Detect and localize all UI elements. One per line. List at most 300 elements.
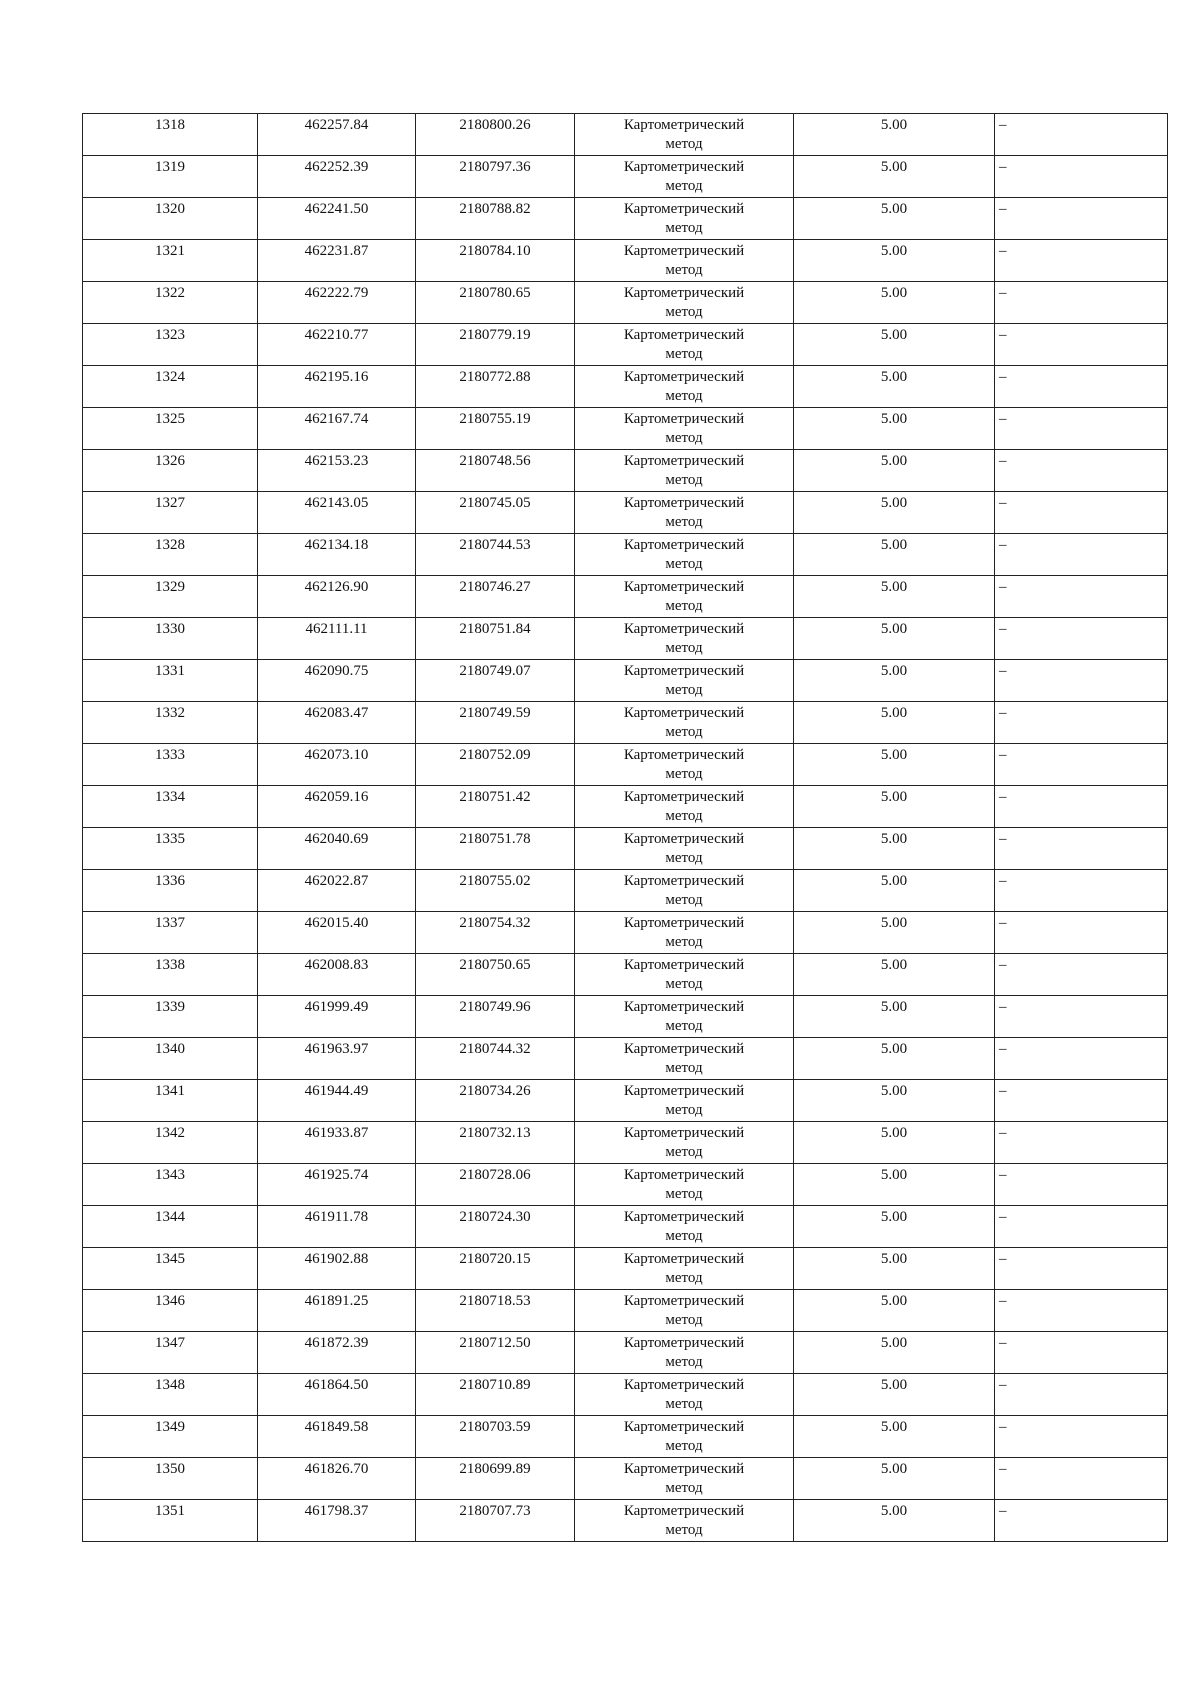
method-line-1: Картометрический <box>623 1251 745 1267</box>
method-line-2: метод <box>665 892 703 908</box>
accuracy-cell: 5.00 <box>794 576 995 618</box>
method-cell <box>575 240 794 282</box>
coordinate-y-cell: 2180710.89 <box>416 1374 575 1416</box>
method-line-2: метод <box>665 1522 703 1538</box>
table-row <box>83 156 1168 198</box>
point-number-cell: 1318 <box>83 114 258 156</box>
method-cell <box>575 870 794 912</box>
method-line-1: Картометрический <box>623 705 745 721</box>
coordinate-y-cell: 2180755.19 <box>416 408 575 450</box>
accuracy-cell: 5.00 <box>794 198 995 240</box>
point-number-cell: 1331 <box>83 660 258 702</box>
method-line-2: метод <box>665 1102 703 1118</box>
coordinates-table-body <box>83 114 1168 1542</box>
point-number-cell: 1340 <box>83 1038 258 1080</box>
method-cell <box>575 828 794 870</box>
coordinate-x-cell: 462083.47 <box>258 702 416 744</box>
point-number-cell: 1343 <box>83 1164 258 1206</box>
coordinate-x-cell: 462231.87 <box>258 240 416 282</box>
table-row <box>83 534 1168 576</box>
method-line-2: метод <box>665 1018 703 1034</box>
coordinate-x-cell: 462195.16 <box>258 366 416 408</box>
method-line-1: Картометрический <box>623 537 745 553</box>
accuracy-cell: 5.00 <box>794 1080 995 1122</box>
coordinate-x-cell: 461963.97 <box>258 1038 416 1080</box>
coordinate-x-cell: 462134.18 <box>258 534 416 576</box>
table-row <box>83 1374 1168 1416</box>
method-line-1: Картометрический <box>623 1377 745 1393</box>
table-row <box>83 1290 1168 1332</box>
description-cell: – <box>995 1248 1168 1290</box>
point-number-cell: 1336 <box>83 870 258 912</box>
method-cell <box>575 408 794 450</box>
coordinate-x-cell: 462111.11 <box>258 618 416 660</box>
accuracy-cell: 5.00 <box>794 744 995 786</box>
accuracy-cell: 5.00 <box>794 534 995 576</box>
coordinate-x-cell: 461911.78 <box>258 1206 416 1248</box>
method-cell <box>575 1332 794 1374</box>
table-row <box>83 954 1168 996</box>
description-cell: – <box>995 1206 1168 1248</box>
description-cell: – <box>995 114 1168 156</box>
description-cell: – <box>995 534 1168 576</box>
method-cell <box>575 1290 794 1332</box>
method-line-1: Картометрический <box>623 1167 745 1183</box>
accuracy-cell: 5.00 <box>794 240 995 282</box>
description-cell: – <box>995 198 1168 240</box>
description-cell: – <box>995 492 1168 534</box>
coordinate-y-cell: 2180749.96 <box>416 996 575 1038</box>
point-number-cell: 1346 <box>83 1290 258 1332</box>
description-cell: – <box>995 1458 1168 1500</box>
coordinate-y-cell: 2180744.32 <box>416 1038 575 1080</box>
method-line-1: Картометрический <box>623 369 745 385</box>
method-line-1: Картометрический <box>623 285 745 301</box>
point-number-cell: 1334 <box>83 786 258 828</box>
coordinate-x-cell: 462126.90 <box>258 576 416 618</box>
accuracy-cell: 5.00 <box>794 660 995 702</box>
method-cell <box>575 744 794 786</box>
accuracy-cell: 5.00 <box>794 912 995 954</box>
table-row <box>83 492 1168 534</box>
accuracy-cell: 5.00 <box>794 702 995 744</box>
coordinates-table <box>82 113 1168 1542</box>
coordinate-x-cell: 462015.40 <box>258 912 416 954</box>
method-cell <box>575 786 794 828</box>
table-row <box>83 450 1168 492</box>
method-line-1: Картометрический <box>623 915 745 931</box>
description-cell: – <box>995 660 1168 702</box>
method-line-2: метод <box>665 598 703 614</box>
point-number-cell: 1321 <box>83 240 258 282</box>
coordinate-x-cell: 462252.39 <box>258 156 416 198</box>
table-row <box>83 786 1168 828</box>
method-line-2: метод <box>665 178 703 194</box>
method-cell <box>575 1038 794 1080</box>
method-line-2: метод <box>665 934 703 950</box>
coordinate-y-cell: 2180772.88 <box>416 366 575 408</box>
point-number-cell: 1344 <box>83 1206 258 1248</box>
coordinate-x-cell: 461798.37 <box>258 1500 416 1542</box>
method-line-2: метод <box>665 1312 703 1328</box>
table-row <box>83 996 1168 1038</box>
accuracy-cell: 5.00 <box>794 1164 995 1206</box>
method-cell <box>575 198 794 240</box>
method-line-2: метод <box>665 262 703 278</box>
table-row <box>83 114 1168 156</box>
point-number-cell: 1330 <box>83 618 258 660</box>
coordinate-x-cell: 462022.87 <box>258 870 416 912</box>
method-cell <box>575 450 794 492</box>
accuracy-cell: 5.00 <box>794 1122 995 1164</box>
description-cell: – <box>995 576 1168 618</box>
accuracy-cell: 5.00 <box>794 366 995 408</box>
accuracy-cell: 5.00 <box>794 408 995 450</box>
method-line-2: метод <box>665 724 703 740</box>
method-line-2: метод <box>665 1396 703 1412</box>
description-cell: – <box>995 324 1168 366</box>
method-line-2: метод <box>665 136 703 152</box>
coordinate-x-cell: 461826.70 <box>258 1458 416 1500</box>
method-line-1: Картометрический <box>623 1419 745 1435</box>
coordinate-x-cell: 461864.50 <box>258 1374 416 1416</box>
coordinate-x-cell: 462210.77 <box>258 324 416 366</box>
method-line-2: метод <box>665 514 703 530</box>
table-row <box>83 1164 1168 1206</box>
coordinate-y-cell: 2180734.26 <box>416 1080 575 1122</box>
coordinate-y-cell: 2180779.19 <box>416 324 575 366</box>
description-cell: – <box>995 828 1168 870</box>
table-row <box>83 744 1168 786</box>
coordinate-y-cell: 2180750.65 <box>416 954 575 996</box>
method-line-1: Картометрический <box>623 1041 745 1057</box>
accuracy-cell: 5.00 <box>794 1248 995 1290</box>
method-line-2: метод <box>665 1354 703 1370</box>
method-cell <box>575 996 794 1038</box>
method-cell <box>575 576 794 618</box>
method-line-1: Картометрический <box>623 243 745 259</box>
table-row <box>83 1248 1168 1290</box>
method-line-1: Картометрический <box>623 495 745 511</box>
method-line-1: Картометрический <box>623 789 745 805</box>
point-number-cell: 1332 <box>83 702 258 744</box>
description-cell: – <box>995 744 1168 786</box>
method-line-1: Картометрический <box>623 1335 745 1351</box>
table-row <box>83 1332 1168 1374</box>
method-line-1: Картометрический <box>623 831 745 847</box>
method-line-2: метод <box>665 976 703 992</box>
description-cell: – <box>995 282 1168 324</box>
point-number-cell: 1335 <box>83 828 258 870</box>
point-number-cell: 1347 <box>83 1332 258 1374</box>
method-line-1: Картометрический <box>623 1461 745 1477</box>
method-line-2: метод <box>665 304 703 320</box>
description-cell: – <box>995 1500 1168 1542</box>
point-number-cell: 1349 <box>83 1416 258 1458</box>
coordinate-y-cell: 2180800.26 <box>416 114 575 156</box>
coordinate-y-cell: 2180780.65 <box>416 282 575 324</box>
coordinate-x-cell: 462167.74 <box>258 408 416 450</box>
accuracy-cell: 5.00 <box>794 1332 995 1374</box>
point-number-cell: 1345 <box>83 1248 258 1290</box>
coordinate-y-cell: 2180746.27 <box>416 576 575 618</box>
method-line-2: метод <box>665 766 703 782</box>
description-cell: – <box>995 786 1168 828</box>
method-line-1: Картометрический <box>623 747 745 763</box>
point-number-cell: 1337 <box>83 912 258 954</box>
method-cell <box>575 324 794 366</box>
method-line-1: Картометрический <box>623 579 745 595</box>
coordinate-y-cell: 2180745.05 <box>416 492 575 534</box>
point-number-cell: 1350 <box>83 1458 258 1500</box>
table-row <box>83 912 1168 954</box>
method-line-1: Картометрический <box>623 159 745 175</box>
coordinate-y-cell: 2180720.15 <box>416 1248 575 1290</box>
accuracy-cell: 5.00 <box>794 1038 995 1080</box>
description-cell: – <box>995 156 1168 198</box>
table-row <box>83 1206 1168 1248</box>
coordinate-x-cell: 461944.49 <box>258 1080 416 1122</box>
method-line-1: Картометрический <box>623 999 745 1015</box>
accuracy-cell: 5.00 <box>794 114 995 156</box>
coordinate-x-cell: 461891.25 <box>258 1290 416 1332</box>
method-cell <box>575 1458 794 1500</box>
coordinate-y-cell: 2180749.59 <box>416 702 575 744</box>
method-cell <box>575 618 794 660</box>
method-cell <box>575 282 794 324</box>
method-line-2: метод <box>665 472 703 488</box>
description-cell: – <box>995 1374 1168 1416</box>
accuracy-cell: 5.00 <box>794 954 995 996</box>
table-row <box>83 366 1168 408</box>
description-cell: – <box>995 1038 1168 1080</box>
coordinate-x-cell: 461925.74 <box>258 1164 416 1206</box>
method-line-2: метод <box>665 346 703 362</box>
method-cell <box>575 660 794 702</box>
method-cell <box>575 114 794 156</box>
method-line-1: Картометрический <box>623 873 745 889</box>
description-cell: – <box>995 240 1168 282</box>
description-cell: – <box>995 870 1168 912</box>
point-number-cell: 1342 <box>83 1122 258 1164</box>
description-cell: – <box>995 450 1168 492</box>
coordinate-y-cell: 2180752.09 <box>416 744 575 786</box>
coordinate-y-cell: 2180699.89 <box>416 1458 575 1500</box>
point-number-cell: 1328 <box>83 534 258 576</box>
accuracy-cell: 5.00 <box>794 1416 995 1458</box>
method-cell <box>575 492 794 534</box>
coordinate-x-cell: 462222.79 <box>258 282 416 324</box>
accuracy-cell: 5.00 <box>794 786 995 828</box>
coordinate-x-cell: 462241.50 <box>258 198 416 240</box>
coordinate-y-cell: 2180754.32 <box>416 912 575 954</box>
point-number-cell: 1324 <box>83 366 258 408</box>
coordinate-x-cell: 462257.84 <box>258 114 416 156</box>
point-number-cell: 1322 <box>83 282 258 324</box>
coordinate-x-cell: 462059.16 <box>258 786 416 828</box>
point-number-cell: 1319 <box>83 156 258 198</box>
coordinate-x-cell: 461999.49 <box>258 996 416 1038</box>
coordinate-x-cell: 462073.10 <box>258 744 416 786</box>
description-cell: – <box>995 996 1168 1038</box>
method-line-1: Картометрический <box>623 117 745 133</box>
coordinate-y-cell: 2180724.30 <box>416 1206 575 1248</box>
coordinate-x-cell: 462143.05 <box>258 492 416 534</box>
method-line-1: Картометрический <box>623 201 745 217</box>
method-line-2: метод <box>665 682 703 698</box>
method-cell <box>575 1122 794 1164</box>
description-cell: – <box>995 1122 1168 1164</box>
table-row <box>83 870 1168 912</box>
table-row <box>83 576 1168 618</box>
method-line-2: метод <box>665 850 703 866</box>
accuracy-cell: 5.00 <box>794 282 995 324</box>
method-line-1: Картометрический <box>623 621 745 637</box>
method-line-2: метод <box>665 1270 703 1286</box>
description-cell: – <box>995 1416 1168 1458</box>
method-line-2: метод <box>665 388 703 404</box>
coordinate-x-cell: 461933.87 <box>258 1122 416 1164</box>
accuracy-cell: 5.00 <box>794 156 995 198</box>
coordinate-x-cell: 461872.39 <box>258 1332 416 1374</box>
point-number-cell: 1329 <box>83 576 258 618</box>
description-cell: – <box>995 618 1168 660</box>
method-line-1: Картометрический <box>623 453 745 469</box>
coordinate-y-cell: 2180784.10 <box>416 240 575 282</box>
point-number-cell: 1320 <box>83 198 258 240</box>
accuracy-cell: 5.00 <box>794 1500 995 1542</box>
point-number-cell: 1323 <box>83 324 258 366</box>
table-row <box>83 828 1168 870</box>
description-cell: – <box>995 1290 1168 1332</box>
coordinate-x-cell: 462153.23 <box>258 450 416 492</box>
coordinate-y-cell: 2180712.50 <box>416 1332 575 1374</box>
coordinate-x-cell: 462090.75 <box>258 660 416 702</box>
description-cell: – <box>995 1332 1168 1374</box>
coordinate-y-cell: 2180744.53 <box>416 534 575 576</box>
method-line-1: Картометрический <box>623 1125 745 1141</box>
accuracy-cell: 5.00 <box>794 1374 995 1416</box>
description-cell: – <box>995 702 1168 744</box>
coordinate-y-cell: 2180751.42 <box>416 786 575 828</box>
table-row <box>83 324 1168 366</box>
coordinate-x-cell: 462040.69 <box>258 828 416 870</box>
table-row <box>83 702 1168 744</box>
method-cell <box>575 702 794 744</box>
coordinate-y-cell: 2180703.59 <box>416 1416 575 1458</box>
description-cell: – <box>995 954 1168 996</box>
table-row <box>83 408 1168 450</box>
accuracy-cell: 5.00 <box>794 492 995 534</box>
table-row <box>83 660 1168 702</box>
method-line-1: Картометрический <box>623 1083 745 1099</box>
method-line-2: метод <box>665 1186 703 1202</box>
coordinate-x-cell: 461902.88 <box>258 1248 416 1290</box>
coordinate-x-cell: 462008.83 <box>258 954 416 996</box>
method-line-1: Картометрический <box>623 663 745 679</box>
method-cell <box>575 1080 794 1122</box>
method-cell <box>575 912 794 954</box>
table-row <box>83 1038 1168 1080</box>
coordinate-y-cell: 2180751.78 <box>416 828 575 870</box>
method-line-2: метод <box>665 430 703 446</box>
accuracy-cell: 5.00 <box>794 618 995 660</box>
description-cell: – <box>995 1164 1168 1206</box>
accuracy-cell: 5.00 <box>794 1458 995 1500</box>
accuracy-cell: 5.00 <box>794 996 995 1038</box>
method-cell <box>575 1416 794 1458</box>
accuracy-cell: 5.00 <box>794 1290 995 1332</box>
point-number-cell: 1325 <box>83 408 258 450</box>
coordinate-y-cell: 2180797.36 <box>416 156 575 198</box>
method-cell <box>575 156 794 198</box>
method-line-1: Картометрический <box>623 1293 745 1309</box>
point-number-cell: 1338 <box>83 954 258 996</box>
method-cell <box>575 534 794 576</box>
method-line-2: метод <box>665 640 703 656</box>
coordinate-y-cell: 2180707.73 <box>416 1500 575 1542</box>
method-cell <box>575 1248 794 1290</box>
method-line-2: метод <box>665 1228 703 1244</box>
point-number-cell: 1339 <box>83 996 258 1038</box>
table-row <box>83 198 1168 240</box>
method-line-1: Картометрический <box>623 327 745 343</box>
description-cell: – <box>995 408 1168 450</box>
point-number-cell: 1348 <box>83 1374 258 1416</box>
method-cell <box>575 366 794 408</box>
table-row <box>83 1458 1168 1500</box>
coordinate-y-cell: 2180732.13 <box>416 1122 575 1164</box>
point-number-cell: 1333 <box>83 744 258 786</box>
point-number-cell: 1326 <box>83 450 258 492</box>
method-cell <box>575 1164 794 1206</box>
method-line-2: метод <box>665 1480 703 1496</box>
method-line-2: метод <box>665 808 703 824</box>
method-line-2: метод <box>665 556 703 572</box>
table-row <box>83 282 1168 324</box>
method-cell <box>575 1374 794 1416</box>
method-cell <box>575 1500 794 1542</box>
accuracy-cell: 5.00 <box>794 324 995 366</box>
table-row <box>83 240 1168 282</box>
table-row <box>83 618 1168 660</box>
coordinate-y-cell: 2180749.07 <box>416 660 575 702</box>
accuracy-cell: 5.00 <box>794 828 995 870</box>
method-cell <box>575 954 794 996</box>
point-number-cell: 1341 <box>83 1080 258 1122</box>
method-line-1: Картометрический <box>623 411 745 427</box>
table-row <box>83 1500 1168 1542</box>
description-cell: – <box>995 912 1168 954</box>
accuracy-cell: 5.00 <box>794 870 995 912</box>
coordinate-y-cell: 2180751.84 <box>416 618 575 660</box>
method-line-2: метод <box>665 220 703 236</box>
coordinate-y-cell: 2180755.02 <box>416 870 575 912</box>
coordinate-y-cell: 2180788.82 <box>416 198 575 240</box>
description-cell: – <box>995 1080 1168 1122</box>
table-row <box>83 1122 1168 1164</box>
method-line-1: Картометрический <box>623 1209 745 1225</box>
method-line-2: метод <box>665 1144 703 1160</box>
coordinate-x-cell: 461849.58 <box>258 1416 416 1458</box>
accuracy-cell: 5.00 <box>794 1206 995 1248</box>
method-cell <box>575 1206 794 1248</box>
coordinate-y-cell: 2180728.06 <box>416 1164 575 1206</box>
point-number-cell: 1351 <box>83 1500 258 1542</box>
description-cell: – <box>995 366 1168 408</box>
table-row <box>83 1416 1168 1458</box>
method-line-1: Картометрический <box>623 1503 745 1519</box>
